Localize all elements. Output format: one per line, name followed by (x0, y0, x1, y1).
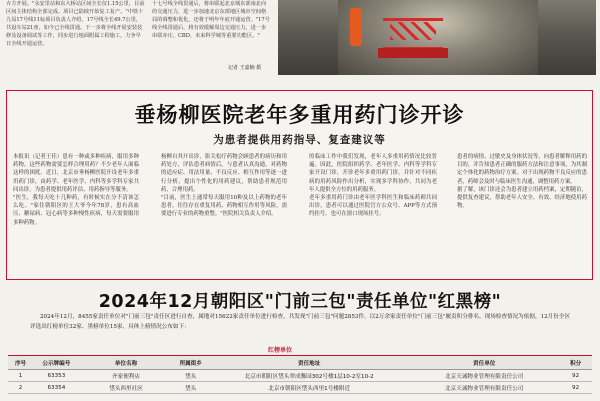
hospital-article-box (6, 90, 593, 280)
photo-credit: 记者 王嘉楠 摄 (228, 65, 262, 71)
article-column-4 (457, 153, 587, 277)
cell-index: 1 (8, 370, 33, 382)
article-paragraph: "目前，医生上通常每天服用10种及以上药物的老年患者，往往存在重复用药、药物相互作用等风险，需要进行专业的药物重整。"医院相关负责人介绍。 (161, 195, 287, 218)
cell-sign-number: 63354 (33, 382, 80, 394)
red-list-table (8, 355, 592, 394)
article-column-2 (161, 153, 287, 277)
previous-article (0, 0, 600, 88)
worker-figure (350, 8, 362, 46)
cell-responsible-unit: 北京天诚物业管理有限责任公司 (409, 382, 559, 394)
subway-construction-photo (278, 0, 596, 75)
header-unit-name: 单位名称 (80, 356, 173, 370)
cell-score: 92 (559, 382, 592, 394)
ranking-intro: 2024年12月，8455家责任单位对"门前三包"责任区进行自查，属地对15622家责任单位进行检查，共发现"门前三包"问题2853件。以2万余家责任单位"门前三包"履责积分排名、现场检查情况为依据，12月份全区评选出红榜单位32家、黑榜单位15家，具体上榜情况公布如下： (30, 314, 571, 330)
cell-address: 北京市朝阳区垡头西里1号楼附近 (209, 382, 409, 394)
header-sign-number: 公示牌编号 (33, 356, 80, 370)
cell-responsible-unit: 北京天诚物业管理有限责任公司 (409, 370, 559, 382)
table-row (8, 370, 592, 382)
cell-unit-name: 垡头西里社区 (80, 382, 173, 394)
article-paragraph: 的临床工作中我们发现，老年人多重用药情况比较普遍。因此，医院组织药学、老年医学、内科等学科专家开设门诊，开诊老年多重用药门诊，并针对不同疾病的用药风险作出分析，实现多学科协作、共同为老年人提供全方位的用药服务。 (309, 154, 437, 193)
table-row (8, 382, 592, 394)
header-address: 责任地址 (209, 356, 409, 370)
cell-unit-name: 齐家便利店 (80, 370, 173, 382)
article-paragraph: 杨柳自其开出诊，影关松疗药物会顾患者的病历和用药处方，评估患者病情后，与患者认真沟通，对药物的适应症、用法用量、不良反应、相互作用等逐一进行分析，提出个性化的用药建议，帮助患者规范用药、合理用药。 (161, 154, 287, 193)
cell-address: 北京市朝阳区垡头翠成馨园302号楼1层10-2室10-2 (209, 370, 409, 382)
red-list-caption: 红榜单位 (268, 347, 293, 354)
previous-article-text: 十七号线全线贯通后，将串联起北京城东部南北向的交通压力，进一步加速北京东部地区城市空间格局的调整和优化，还将于明年年底开通运营。"17号线全线贯通后，将有效缓解周边交通压力，进一步串联亦庄、CBD、未来科学城等重要功能区。" (152, 1, 270, 39)
article-headline: 垂杨柳医院老年多重用药门诊开诊 (134, 103, 465, 127)
article-paragraph: 据了解，该门诊还会为患者建立用药档案，定期随访，提供复查建议，帮助老年人安全、有效、经济地使用药物。 (457, 186, 587, 210)
article-paragraph: "医生，我每天吃十几种药，有时候实在分不清该怎么吃。"家住朝阳区的王大爷今年78岁，患有高血压、糖尿病、冠心病等多种慢性疾病，每天需要服用多种药物。 (13, 195, 139, 226)
article-subheadline: 为患者提供用药指导、复查建议等 (213, 134, 386, 146)
scissor-lift-base (378, 48, 448, 58)
article-paragraph: 本报讯（记者王佳）患有一种或多种疾病，服用多种药物，这些药物需要怎样合理用药？不少老年人面临这样的困扰。近日，北京市垂杨柳医院开设老年多重用药门诊，由药学、老年医学、内科等多学科专家共同出诊，为患者提供用药评估、用药指导等服务。 (13, 154, 139, 193)
article-paragraph: 老年多重用药门诊由老年医学科医生和临床药师共同出诊，患者可以通过医院官方公众号、APP等方式预约挂号，也可在窗口现场挂号。 (309, 195, 437, 218)
article-column-3 (309, 153, 437, 277)
cell-sign-number: 63353 (33, 370, 80, 382)
header-index: 序号 (8, 356, 33, 370)
article-column-1 (13, 153, 139, 277)
cell-street: 垡头 (172, 382, 209, 394)
ranking-headline: 2024年12月朝阳区"门前三包"责任单位"红黑榜" (98, 292, 502, 312)
header-score: 积分 (559, 356, 592, 370)
scissor-lift-frame (390, 22, 436, 40)
header-responsible-unit: 责任单位 (409, 356, 559, 370)
cell-score: 92 (559, 370, 592, 382)
article-paragraph: 患者的病情、过敏史及身体状况等，向患者解释用药的目的，并告知患者正确的服药方法和注意事项，为其制定个体化的药物治疗方案。对于出现药物不良反应的患者，药师会及时与临床医生沟通，调整用药方案。 (457, 154, 587, 185)
table-header-row (8, 356, 592, 370)
previous-article-text: 卉方开展。"永安里站和东大桥站区间全长仅1.15公里，目前区间主体结构全部完成。项目已陆续开始复工复产。"中铁十九局17号线11标项目负责人介绍，17号线全长49.7公里，共设车站21座，如今已全线贯通。下一步将全线开展安装装修及设备调试等工作，同步进行地面附属工程施工，力争早日全线开通运营。 (6, 1, 145, 47)
cell-index: 2 (8, 382, 33, 394)
header-street: 所属街乡 (172, 356, 209, 370)
previous-article-column-1 (6, 0, 146, 80)
cell-street: 垡头 (172, 370, 209, 382)
